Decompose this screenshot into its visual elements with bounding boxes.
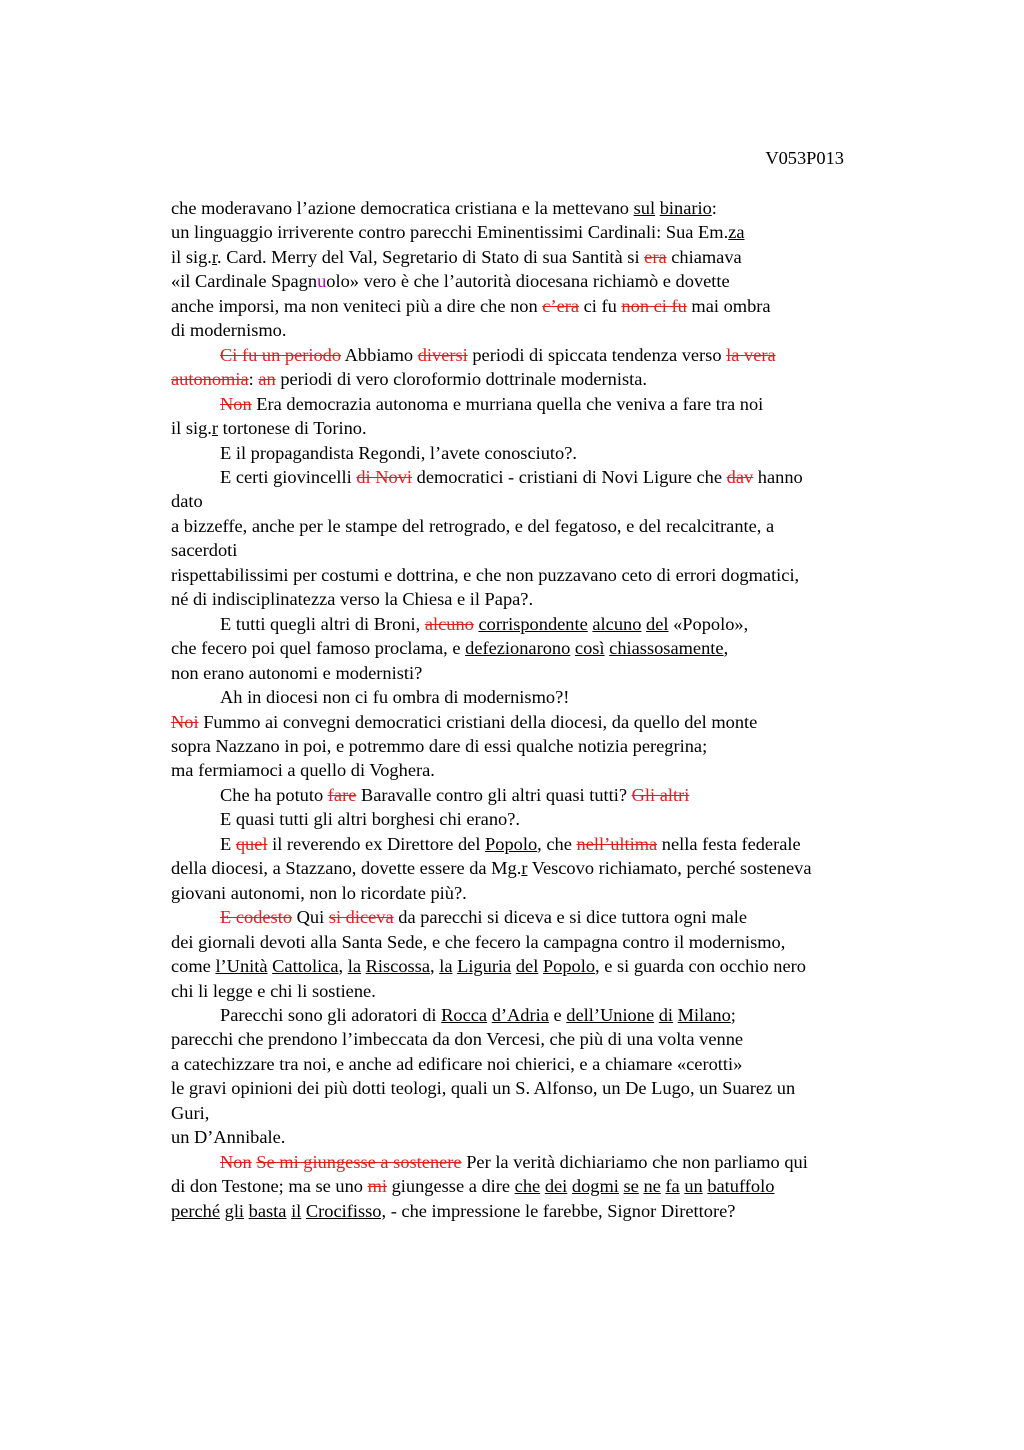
text-run: - che impressione le farebbe, Signor Direttore? [386,1200,736,1221]
text-run: periodi di spiccata tendenza verso [467,344,727,365]
text-run: , [430,956,440,977]
text-line [171,392,911,416]
underlined-text: corrispondente [478,613,588,634]
text-run: ci fu [579,295,622,316]
underlined-text: perché [171,1200,221,1221]
underlined-text: defezionarono [465,638,571,659]
underlined-text: binario [659,198,712,218]
text-run: «il Cardinale Spagn [171,271,318,292]
deleted-text: Se mi giungesse a sostenere [256,1151,462,1172]
underlined-text: dei [544,1176,568,1197]
text-run: Fummo ai convegni democratici cristiani della diocesi, da quello del monte [198,711,758,732]
text-line [171,954,911,978]
text-run: Che ha potuto [220,784,328,805]
text-run: della diocesi, a Stazzano, dovette essere da Mg. [171,858,522,879]
underlined-text: r [211,246,217,267]
text-run: ; [730,1004,736,1025]
deleted-text: quel [235,833,268,854]
deleted-text: E codesto [220,907,293,928]
deleted-text: Non [220,1151,252,1172]
deleted-text: Noi [171,711,199,732]
text-run: dei giornali devoti alla Santa Sede, e che fecero la campagna contro il modernismo, [171,931,786,952]
text-run: parecchi che prendono l’imbeccata da don Vercesi, che più di una volta venne [171,1029,744,1050]
text-line [171,1027,911,1051]
text-run: mai ombra [686,295,771,316]
underlined-text: alcuno [592,613,642,634]
deleted-text: autonomia [171,369,249,390]
text-line [171,1003,911,1027]
text-run: E tutti quegli altri di Broni, [220,613,425,634]
underlined-text: Popolo [542,956,596,977]
text-line [171,930,911,954]
text-run: olo» vero è che l’autorità diocesana richiamò e dovette [326,271,730,292]
underlined-text: batuffolo [707,1176,775,1197]
deleted-text: non ci fu [621,295,687,316]
text-run: , [723,638,729,659]
text-line [171,318,911,342]
text-line [171,1101,911,1125]
text-line [171,905,911,929]
text-run: il reverendo ex Direttore del [267,833,486,854]
text-line [171,343,911,367]
deleted-text: alcuno [424,613,474,634]
text-line [171,734,911,758]
text-line [171,294,911,318]
text-line [171,1199,911,1223]
text-line [171,465,911,489]
text-line [171,416,911,440]
underlined-text: se [623,1176,639,1197]
underlined-text: Riscossa [365,956,430,977]
text-run: né di indisciplinatezza verso la Chiesa e il Papa?. [171,589,534,610]
text-run: democratici - cristiani di Novi Ligure che [412,466,727,487]
page-identifier: V053P013 [765,148,844,168]
text-run: , e si guarda con occhio nero [595,956,806,977]
text-line [171,612,911,636]
text-run: hanno [753,466,803,487]
text-run: un linguaggio irriverente contro parecchi Eminentissimi Cardinali: Sua Em. [171,222,729,243]
text-line [171,514,911,538]
text-run: «Popolo», [668,613,749,634]
underlined-text: la [439,956,453,977]
text-run: E quasi tutti gli altri borghesi chi erano?. [220,809,520,830]
deleted-text: Ci fu un periodo [220,344,342,365]
text-run: Vescovo richiamato, perché sosteneva [527,858,812,879]
underlined-text: di [658,1004,674,1025]
text-run: a catechizzare tra noi, e anche ad edificare noi chierici, e a chiamare «cerotti» [171,1053,743,1074]
inserted-text: u [317,271,327,292]
text-line [171,661,911,685]
deleted-text: Non [220,393,252,414]
text-line [171,832,911,856]
text-line [171,196,911,220]
text-run: giungesse a dire [386,1176,515,1197]
text-run: di don Testone; ma se uno [171,1176,368,1197]
text-line [171,979,911,1003]
text-run: sopra Nazzano in poi, e potremmo dare di essi qualche notizia peregrina; [171,735,708,756]
underlined-text: del [515,956,539,977]
text-line [171,441,911,465]
text-run: il sig. [171,246,212,267]
text-run: Parecchi sono gli adoratori di [220,1004,442,1025]
text-line [171,1076,911,1100]
text-run: Abbiamo [341,344,418,365]
underlined-text: la [347,956,362,977]
deleted-text: si diceva [328,907,394,928]
text-line [171,710,911,734]
deleted-text: mi [367,1176,387,1197]
text-run: giovani autonomi, non lo ricordate più?. [171,882,467,903]
text-line [171,587,911,611]
text-line [171,1052,911,1076]
text-line [171,269,911,293]
text-line [171,1150,911,1174]
text-run: di modernismo. [171,320,287,341]
underlined-text: Crocifisso, [305,1200,387,1221]
deleted-text: dav [726,466,754,487]
text-line [171,367,911,391]
underlined-text: d’Adria [491,1004,549,1025]
text-run: il sig. [171,418,212,439]
text-line [171,245,911,269]
underlined-text: r [521,858,528,879]
text-run: chiamava [666,246,742,267]
deleted-text: la vera [726,344,776,365]
text-run: : [248,369,259,390]
text-run: , [338,956,348,977]
text-line [171,758,911,782]
underlined-text: basta [248,1200,287,1221]
underlined-text: un [684,1176,703,1197]
underlined-text: Rocca [441,1004,488,1025]
text-line [171,856,911,880]
text-line [171,1174,911,1198]
text-run: che fecero poi quel famoso proclama, e [171,638,466,659]
underlined-text: Cattolica [272,956,339,977]
text-line [171,807,911,831]
text-run: periodi di vero cloroformio dottrinale modernista. [275,369,648,390]
text-run: chi li legge e chi li sostiene. [171,980,376,1001]
text-run: dato [171,491,203,512]
text-run: e [548,1004,567,1025]
underlined-text: ne [643,1176,661,1197]
text-run: . Card. Merry del Val, Segretario di Stato di sua Santità si [217,246,645,267]
text-run: che moderavano l’azione democratica cristiana e la mettevano [171,198,634,218]
text-run: a bizzeffe, anche per le stampe del retrogrado, e del fegatoso, e del recalcitrante, a [171,515,775,536]
deleted-text: di Novi [356,466,413,487]
text-run: E [220,833,236,854]
underlined-text: dell’Unione [566,1004,655,1025]
deleted-text: an [258,369,276,390]
text-run: tortonese di Torino. [218,418,367,439]
text-run: sacerdoti [171,540,238,561]
text-run: Ah in diocesi non ci fu ombra di modernismo?! [220,687,570,708]
deleted-text: diversi [417,344,468,365]
text-run: Guri, [171,1102,210,1123]
text-run: Qui [292,907,329,928]
text-run: Era democrazia autonoma e murriana quella che veniva a fare tra noi [251,393,764,414]
underlined-text: del [646,613,669,634]
deleted-text: fare [327,784,357,805]
text-run: anche imporsi, ma non veniteci più a dire che non [171,295,543,316]
underlined-text: gli [224,1200,245,1221]
text-line [171,636,911,660]
text-run: Per la verità dichiariamo che non parliamo qui [461,1151,808,1172]
deleted-text: Gli altri [631,784,690,805]
underlined-text: dogmi [571,1176,619,1197]
underlined-text: r [211,418,219,439]
text-run: , che [537,833,577,854]
deleted-text: era [644,246,667,267]
text-run: : [711,198,717,218]
text-run: ma fermiamoci a quello di Voghera. [171,760,435,781]
underlined-text: chiassosamente [609,638,724,659]
underlined-text: fa [665,1176,680,1197]
deleted-text: c’era [542,295,580,316]
underlined-text: za [728,222,745,243]
text-run: non erano autonomi e modernisti? [171,662,423,683]
underlined-text: sul [633,198,656,218]
text-run: come [171,956,216,977]
text-line [171,1125,911,1149]
underlined-text: Milano [677,1004,731,1025]
deleted-text: nell’ultima [576,833,658,854]
text-run: E il propagandista Regondi, l’avete conosciuto?. [220,442,577,463]
text-line [171,538,911,562]
underlined-text: l’Unità [215,956,268,977]
text-run: nella festa federale [657,833,801,854]
text-run: Baravalle contro gli altri quasi tutti? [356,784,632,805]
text-line [171,685,911,709]
underlined-text: che [514,1176,541,1197]
transcription-body [171,196,911,1223]
text-line [171,220,911,244]
text-line [171,563,911,587]
text-run: rispettabilissimi per costumi e dottrina, e che non puzzavano ceto di errori dogmatici, [171,564,800,585]
underlined-text: il [291,1200,302,1221]
underlined-text: Liguria [457,956,512,977]
text-line [171,783,911,807]
text-run: le gravi opinioni dei più dotti teologi, quali un S. Alfonso, un De Lugo, un Suarez un [171,1078,796,1099]
text-run: E certi giovincelli [220,466,357,487]
text-line [171,489,911,513]
underlined-text: così [574,638,605,659]
text-line [171,881,911,905]
text-run: da parecchi si diceva e si dice tuttora ogni male [393,907,748,928]
underlined-text: Popolo [485,833,538,854]
text-run: un D’Annibale. [171,1127,286,1148]
